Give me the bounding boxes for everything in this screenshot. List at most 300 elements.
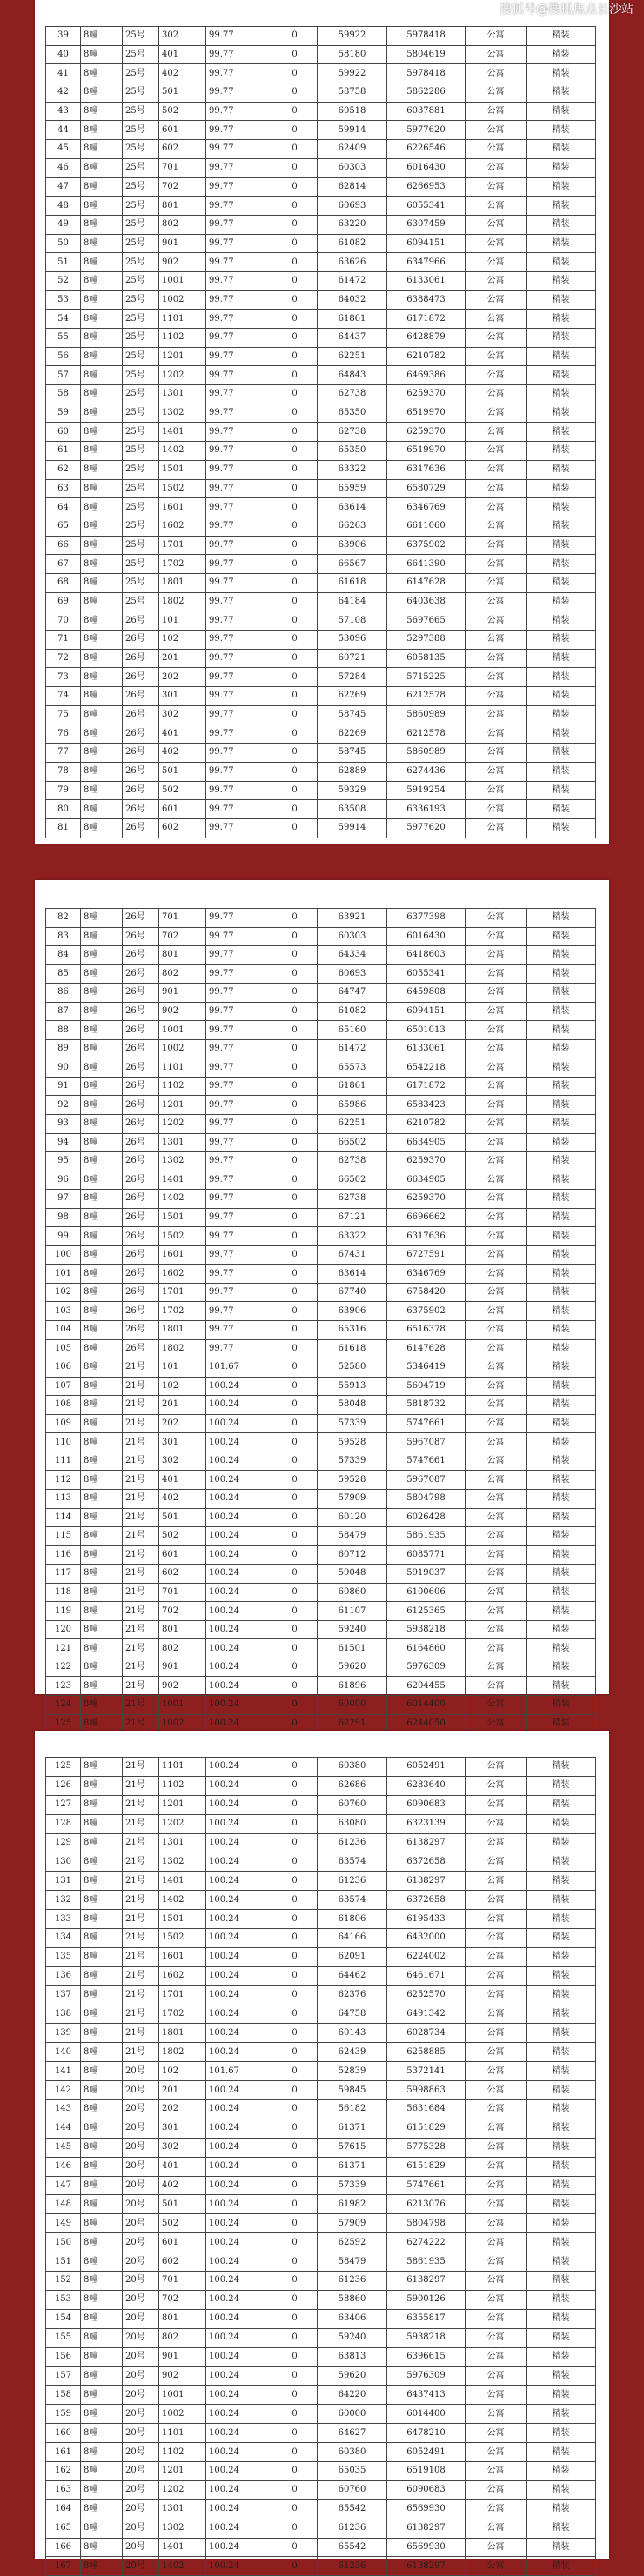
cell-use: 公寓	[466, 2309, 527, 2328]
cell-fitout: 精装	[527, 1021, 596, 1040]
cell-fitout: 精装	[527, 611, 596, 631]
cell-area: 99.77	[206, 140, 272, 159]
cell-unit: 20号	[123, 2480, 159, 2499]
cell-room: 801	[159, 2309, 206, 2328]
cell-level: 0	[272, 404, 318, 423]
cell-room: 401	[159, 724, 206, 744]
cell-unit: 20号	[123, 2176, 159, 2195]
cell-unit: 20号	[123, 2347, 159, 2366]
cell-use: 公寓	[466, 2005, 527, 2024]
table-row	[46, 1658, 596, 1677]
cell-use: 公寓	[466, 1508, 527, 1527]
cell-room: 1302	[159, 1852, 206, 1872]
cell-level: 0	[272, 177, 318, 197]
cell-building: 8幢	[81, 2499, 123, 2519]
cell-building: 8幢	[81, 1545, 123, 1565]
cell-room: 201	[159, 649, 206, 668]
cell-total-price: 6138297	[387, 1872, 466, 1891]
cell-total-price: 6634905	[387, 1171, 466, 1190]
cell-level: 0	[272, 1339, 318, 1358]
cell-level: 0	[272, 592, 318, 611]
cell-unit: 21号	[123, 1489, 159, 1508]
cell-unit: 25号	[123, 479, 159, 498]
cell-unit: 26号	[123, 1227, 159, 1246]
table-row	[46, 592, 596, 611]
table-row	[46, 498, 596, 517]
cell-building: 8幢	[81, 158, 123, 177]
cell-no: 115	[46, 1527, 81, 1546]
cell-room: 802	[159, 1639, 206, 1658]
cell-room: 1101	[159, 1058, 206, 1078]
cell-total-price: 6138297	[387, 2272, 466, 2291]
cell-room: 1201	[159, 347, 206, 366]
cell-total-price: 5818732	[387, 1396, 466, 1415]
cell-use: 公寓	[466, 423, 527, 442]
cell-use: 公寓	[466, 1039, 527, 1058]
table-row	[46, 2233, 596, 2252]
cell-unit: 25号	[123, 215, 159, 234]
cell-room: 402	[159, 744, 206, 763]
cell-total-price: 6259370	[387, 423, 466, 442]
cell-room: 702	[159, 2290, 206, 2309]
cell-area: 99.77	[206, 536, 272, 555]
cell-unit: 21号	[123, 1602, 159, 1621]
cell-fitout: 精装	[527, 1677, 596, 1696]
cell-level: 0	[272, 2290, 318, 2309]
cell-fitout: 精装	[527, 64, 596, 83]
cell-area: 100.24	[206, 2100, 272, 2119]
cell-total-price: 6210782	[387, 1115, 466, 1134]
cell-total-price: 5747661	[387, 2176, 466, 2195]
cell-building: 8幢	[81, 27, 123, 46]
cell-area: 100.24	[206, 1471, 272, 1490]
cell-use: 公寓	[466, 2100, 527, 2119]
cell-fitout: 精装	[527, 762, 596, 781]
cell-use: 公寓	[466, 1852, 527, 1872]
cell-total-price: 6346769	[387, 498, 466, 517]
cell-unit: 25号	[123, 102, 159, 121]
cell-unit: 20号	[123, 2272, 159, 2291]
cell-building: 8幢	[81, 2424, 123, 2443]
cell-no: 58	[46, 385, 81, 404]
cell-fitout: 精装	[527, 1527, 596, 1546]
table-row	[46, 2538, 596, 2557]
cell-fitout: 精装	[527, 177, 596, 197]
cell-fitout: 精装	[527, 2100, 596, 2119]
cell-no: 83	[46, 927, 81, 946]
cell-total-price: 6461671	[387, 1966, 466, 1985]
table-row	[46, 2100, 596, 2119]
cell-level: 0	[272, 2214, 318, 2233]
cell-room: 901	[159, 234, 206, 253]
cell-unit: 26号	[123, 1302, 159, 1321]
cell-total-price: 5697665	[387, 611, 466, 631]
cell-total-price: 6519970	[387, 404, 466, 423]
cell-unit-price: 57339	[318, 1414, 387, 1433]
table-row	[46, 1776, 596, 1795]
cell-no: 149	[46, 2214, 81, 2233]
table-row	[46, 1852, 596, 1872]
cell-area: 100.24	[206, 2461, 272, 2480]
cell-no: 81	[46, 818, 81, 838]
cell-level: 0	[272, 1583, 318, 1602]
cell-room: 1502	[159, 479, 206, 498]
cell-unit: 26号	[123, 649, 159, 668]
cell-unit-price: 61861	[318, 1077, 387, 1096]
cell-area: 100.24	[206, 1658, 272, 1677]
cell-area: 100.24	[206, 2138, 272, 2157]
cell-room: 702	[159, 1602, 206, 1621]
cell-use: 公寓	[466, 592, 527, 611]
cell-total-price: 6516378	[387, 1321, 466, 1340]
cell-total-price: 5860989	[387, 744, 466, 763]
cell-total-price: 5775328	[387, 2138, 466, 2157]
cell-level: 0	[272, 2138, 318, 2157]
cell-area: 99.77	[206, 310, 272, 329]
cell-fitout: 精装	[527, 2119, 596, 2138]
cell-use: 公寓	[466, 781, 527, 800]
cell-unit-price: 65160	[318, 1021, 387, 1040]
cell-building: 8幢	[81, 649, 123, 668]
cell-unit: 21号	[123, 1565, 159, 1584]
cell-building: 8幢	[81, 83, 123, 103]
cell-unit: 20号	[123, 2062, 159, 2081]
cell-building: 8幢	[81, 2252, 123, 2272]
cell-unit: 20号	[123, 2538, 159, 2557]
cell-fitout: 精装	[527, 1077, 596, 1096]
cell-building: 8幢	[81, 1058, 123, 1078]
cell-unit: 20号	[123, 2386, 159, 2405]
cell-level: 0	[272, 2309, 318, 2328]
cell-level: 0	[272, 1814, 318, 1833]
cell-room: 1701	[159, 1985, 206, 2005]
cell-unit: 25号	[123, 140, 159, 159]
cell-total-price: 6016430	[387, 158, 466, 177]
cell-building: 8幢	[81, 1565, 123, 1584]
cell-area: 99.77	[206, 984, 272, 1003]
cell-fitout: 精装	[527, 2214, 596, 2233]
cell-room: 902	[159, 253, 206, 272]
cell-room: 1702	[159, 2005, 206, 2024]
cell-level: 0	[272, 1639, 318, 1658]
cell-room: 1202	[159, 1814, 206, 1833]
cell-use: 公寓	[466, 2272, 527, 2291]
cell-use: 公寓	[466, 215, 527, 234]
cell-building: 8幢	[81, 2005, 123, 2024]
cell-use: 公寓	[466, 1795, 527, 1814]
cell-area: 100.24	[206, 1776, 272, 1795]
cell-unit: 20号	[123, 2138, 159, 2157]
table-row	[46, 271, 596, 290]
cell-unit: 26号	[123, 946, 159, 965]
table-row	[46, 2480, 596, 2499]
cell-use: 公寓	[466, 2290, 527, 2309]
table-row	[46, 177, 596, 197]
cell-area: 99.77	[206, 158, 272, 177]
cell-total-price: 6100606	[387, 1583, 466, 1602]
cell-use: 公寓	[466, 404, 527, 423]
cell-area: 100.24	[206, 1947, 272, 1966]
cell-no: 100	[46, 1245, 81, 1265]
cell-room: 202	[159, 2100, 206, 2119]
cell-no: 91	[46, 1077, 81, 1096]
cell-fitout: 精装	[527, 121, 596, 140]
cell-no: 122	[46, 1658, 81, 1677]
cell-use: 公寓	[466, 2461, 527, 2480]
table-row	[46, 1265, 596, 1284]
cell-area: 99.77	[206, 423, 272, 442]
cell-room: 1201	[159, 1795, 206, 1814]
cell-unit: 21号	[123, 1814, 159, 1833]
cell-unit-price: 61371	[318, 2157, 387, 2176]
table-row	[46, 927, 596, 946]
cell-area: 99.77	[206, 687, 272, 706]
cell-building: 8幢	[81, 2347, 123, 2366]
cell-fitout: 精装	[527, 102, 596, 121]
cell-use: 公寓	[466, 121, 527, 140]
cell-use: 公寓	[466, 498, 527, 517]
cell-no: 46	[46, 158, 81, 177]
cell-level: 0	[272, 460, 318, 479]
cell-level: 0	[272, 2119, 318, 2138]
cell-use: 公寓	[466, 800, 527, 819]
cell-level: 0	[272, 1891, 318, 1910]
cell-no: 128	[46, 1814, 81, 1833]
cell-level: 0	[272, 1358, 318, 1378]
cell-total-price: 6317636	[387, 1227, 466, 1246]
cell-use: 公寓	[466, 946, 527, 965]
cell-room: 1602	[159, 1265, 206, 1284]
cell-unit: 20号	[123, 2557, 159, 2576]
cell-area: 99.77	[206, 253, 272, 272]
cell-unit: 25号	[123, 555, 159, 574]
cell-fitout: 精装	[527, 1833, 596, 1852]
cell-unit-price: 62376	[318, 1985, 387, 2005]
cell-use: 公寓	[466, 1115, 527, 1134]
cell-level: 0	[272, 2157, 318, 2176]
cell-unit-price: 60000	[318, 1695, 387, 1714]
cell-unit-price: 66502	[318, 1171, 387, 1190]
cell-use: 公寓	[466, 1058, 527, 1078]
cell-unit: 26号	[123, 1021, 159, 1040]
cell-total-price: 6014400	[387, 1695, 466, 1714]
cell-unit-price: 53096	[318, 631, 387, 650]
cell-building: 8幢	[81, 2043, 123, 2062]
cell-fitout: 精装	[527, 2138, 596, 2157]
cell-area: 100.24	[206, 1852, 272, 1872]
cell-area: 100.24	[206, 2233, 272, 2252]
cell-area: 100.24	[206, 1795, 272, 1814]
cell-unit-price: 59620	[318, 2366, 387, 2386]
cell-area: 100.24	[206, 1527, 272, 1546]
cell-building: 8幢	[81, 687, 123, 706]
cell-no: 161	[46, 2443, 81, 2462]
cell-no: 127	[46, 1795, 81, 1814]
cell-no: 104	[46, 1321, 81, 1340]
cell-building: 8幢	[81, 366, 123, 385]
cell-level: 0	[272, 781, 318, 800]
cell-unit-price: 63906	[318, 536, 387, 555]
cell-no: 57	[46, 366, 81, 385]
cell-unit-price: 60143	[318, 2024, 387, 2043]
cell-building: 8幢	[81, 724, 123, 744]
cell-no: 61	[46, 442, 81, 461]
table-row	[46, 121, 596, 140]
cell-unit: 25号	[123, 271, 159, 290]
cell-no: 66	[46, 536, 81, 555]
cell-level: 0	[272, 253, 318, 272]
cell-room: 1101	[159, 1758, 206, 1777]
cell-unit: 20号	[123, 2309, 159, 2328]
cell-room: 501	[159, 2195, 206, 2214]
cell-unit-price: 59528	[318, 1433, 387, 1452]
cell-total-price: 6094151	[387, 234, 466, 253]
cell-unit-price: 62409	[318, 140, 387, 159]
cell-room: 1602	[159, 517, 206, 536]
cell-area: 100.24	[206, 2557, 272, 2576]
cell-room: 202	[159, 668, 206, 687]
cell-unit: 20号	[123, 2366, 159, 2386]
cell-building: 8幢	[81, 2443, 123, 2462]
cell-total-price: 6055341	[387, 197, 466, 216]
cell-building: 8幢	[81, 2309, 123, 2328]
cell-room: 502	[159, 781, 206, 800]
table-row	[46, 2272, 596, 2291]
cell-level: 0	[272, 140, 318, 159]
cell-total-price: 5297388	[387, 631, 466, 650]
cell-building: 8幢	[81, 800, 123, 819]
cell-area: 99.77	[206, 366, 272, 385]
cell-no: 107	[46, 1377, 81, 1396]
cell-unit: 26号	[123, 1245, 159, 1265]
cell-use: 公寓	[466, 2366, 527, 2386]
table-row	[46, 1115, 596, 1134]
cell-room: 1001	[159, 1021, 206, 1040]
table-row	[46, 1639, 596, 1658]
cell-unit: 21号	[123, 1452, 159, 1471]
cell-building: 8幢	[81, 1002, 123, 1021]
cell-level: 0	[272, 423, 318, 442]
cell-fitout: 精装	[527, 964, 596, 984]
table-row	[46, 329, 596, 348]
cell-use: 公寓	[466, 2328, 527, 2347]
cell-level: 0	[272, 1929, 318, 1948]
cell-unit-price: 62439	[318, 2043, 387, 2062]
cell-total-price: 6519970	[387, 442, 466, 461]
cell-fitout: 精装	[527, 1039, 596, 1058]
cell-room: 1401	[159, 1171, 206, 1190]
table-row	[46, 1452, 596, 1471]
cell-total-price: 5976309	[387, 2366, 466, 2386]
cell-no: 72	[46, 649, 81, 668]
cell-building: 8幢	[81, 1814, 123, 1833]
cell-level: 0	[272, 1190, 318, 1209]
cell-no: 141	[46, 2062, 81, 2081]
cell-level: 0	[272, 1039, 318, 1058]
cell-room: 1502	[159, 1929, 206, 1948]
cell-area: 100.24	[206, 1833, 272, 1852]
cell-building: 8幢	[81, 479, 123, 498]
cell-unit-price: 60693	[318, 197, 387, 216]
cell-unit: 26号	[123, 1283, 159, 1302]
cell-use: 公寓	[466, 479, 527, 498]
cell-total-price: 6037881	[387, 102, 466, 121]
cell-use: 公寓	[466, 1302, 527, 1321]
table-row	[46, 2043, 596, 2062]
cell-fitout: 精装	[527, 1358, 596, 1378]
cell-unit-price: 60000	[318, 2405, 387, 2424]
cell-fitout: 精装	[527, 536, 596, 555]
cell-room: 1402	[159, 442, 206, 461]
cell-use: 公寓	[466, 2176, 527, 2195]
cell-fitout: 精装	[527, 1658, 596, 1677]
cell-unit: 25号	[123, 385, 159, 404]
cell-unit: 21号	[123, 2043, 159, 2062]
cell-no: 109	[46, 1414, 81, 1433]
cell-room: 1802	[159, 2043, 206, 2062]
cell-unit-price: 57108	[318, 611, 387, 631]
cell-unit: 21号	[123, 1776, 159, 1795]
cell-area: 100.24	[206, 2519, 272, 2538]
cell-unit-price: 61082	[318, 234, 387, 253]
cell-total-price: 6171872	[387, 310, 466, 329]
cell-fitout: 精装	[527, 1245, 596, 1265]
cell-area: 99.77	[206, 592, 272, 611]
cell-no: 134	[46, 1929, 81, 1948]
cell-no: 68	[46, 573, 81, 592]
cell-level: 0	[272, 1714, 318, 1733]
cell-total-price: 6542218	[387, 1058, 466, 1078]
cell-unit-price: 64166	[318, 1929, 387, 1948]
table-row	[46, 1985, 596, 2005]
cell-unit: 25号	[123, 404, 159, 423]
cell-total-price: 6204455	[387, 1677, 466, 1696]
cell-unit-price: 62738	[318, 1152, 387, 1171]
cell-room: 101	[159, 611, 206, 631]
cell-unit-price: 60693	[318, 964, 387, 984]
cell-room: 601	[159, 121, 206, 140]
cell-use: 公寓	[466, 1639, 527, 1658]
cell-level: 0	[272, 631, 318, 650]
cell-room: 701	[159, 158, 206, 177]
table-row	[46, 536, 596, 555]
cell-total-price: 6164860	[387, 1639, 466, 1658]
cell-unit-price: 66567	[318, 555, 387, 574]
cell-total-price: 6611060	[387, 517, 466, 536]
cell-fitout: 精装	[527, 668, 596, 687]
cell-room: 802	[159, 964, 206, 984]
table-row	[46, 102, 596, 121]
cell-building: 8幢	[81, 1872, 123, 1891]
cell-room: 401	[159, 2157, 206, 2176]
cell-fitout: 精装	[527, 1339, 596, 1358]
cell-no: 165	[46, 2519, 81, 2538]
cell-area: 99.77	[206, 1002, 272, 1021]
cell-use: 公寓	[466, 1208, 527, 1227]
cell-no: 160	[46, 2424, 81, 2443]
cell-total-price: 5938218	[387, 1620, 466, 1639]
cell-total-price: 6396615	[387, 2347, 466, 2366]
table-row	[46, 1489, 596, 1508]
cell-no: 136	[46, 1966, 81, 1985]
cell-building: 8幢	[81, 1133, 123, 1152]
table-row	[46, 1814, 596, 1833]
cell-use: 公寓	[466, 1814, 527, 1833]
cell-no: 119	[46, 1602, 81, 1621]
cell-fitout: 精装	[527, 687, 596, 706]
cell-level: 0	[272, 1377, 318, 1396]
table-row	[46, 1227, 596, 1246]
